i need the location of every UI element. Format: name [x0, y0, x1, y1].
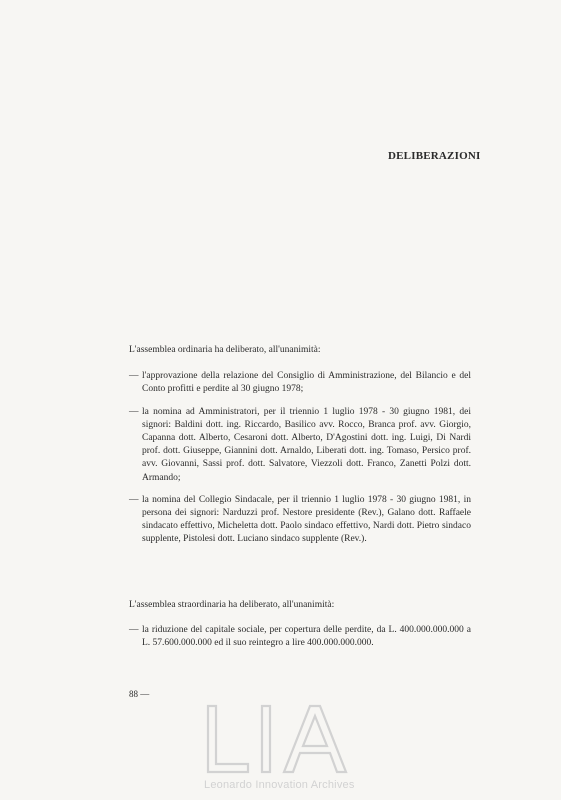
list-item [129, 624, 471, 650]
bullet-dash: — [129, 371, 139, 382]
page-number: 88 — [129, 689, 150, 699]
watermark [200, 700, 370, 800]
resolution-directors-appointment: la nomina ad Amministratori, per il triennio 1 luglio 1978 - 30 giugno 1981, dei signori: Baldini dott. ing. Riccardo, Basilico avv. Rocco, Branca prof. avv. Giorgio, Capanna dott. Alberto, Cesaroni dott. Alberto, D'Agostini dott. ing. Luigi, Di Nardi prof. dott. Giuseppe, Giannini dott. Arnaldo, Liberati dott. ing. Tomaso, Persico prof. avv. Giovanni, Sassi prof. dott. Salvatore, Viezzoli dott. Franco, Zanetti Polzi dott. Armando; [142, 406, 471, 483]
lia-logo-icon [200, 700, 370, 778]
bullet-dash: — [129, 625, 139, 636]
list-item [129, 494, 471, 547]
list-item [129, 406, 471, 485]
page-title: DELIBERAZIONI [388, 150, 481, 162]
resolution-auditors-appointment: la nomina del Collegio Sindacale, per il triennio 1 luglio 1978 - 30 giugno 1981, in persona dei signori: Narduzzi prof. Nestore presidente (Rev.), Galano dott. Raffaele sindacato effettivo, Micheletta dott. Paolo sindaco effettivo, Nardi dott. Pietro sindaco supplente, Pistolesi dott. Luciano sindaco supplente (Rev.). [142, 494, 471, 545]
resolution-balance-approval: l'approvazione della relazione del Consiglio di Amministrazione, del Bilancio e del Conto profitti e perdite al 30 giugno 1978; [142, 371, 471, 395]
watermark-caption: Leonardo Innovation Archives [204, 779, 355, 791]
list-item [129, 370, 471, 396]
ordinary-assembly-section [129, 344, 471, 547]
resolution-capital-reduction: la riduzione del capitale sociale, per copertura delle perdite, da L. 400.000.000.000 a L. 57.600.000.000 ed il suo reintegro a lire 400.000.000.000. [142, 625, 471, 649]
bullet-dash: — [129, 494, 139, 505]
bullet-dash: — [129, 406, 139, 417]
extraordinary-assembly-section [129, 599, 471, 651]
extraordinary-assembly-intro: L'assemblea straordinaria ha deliberato, all'unanimità: [129, 600, 335, 610]
ordinary-assembly-intro: L'assemblea ordinaria ha deliberato, all'unanimità: [129, 345, 321, 355]
